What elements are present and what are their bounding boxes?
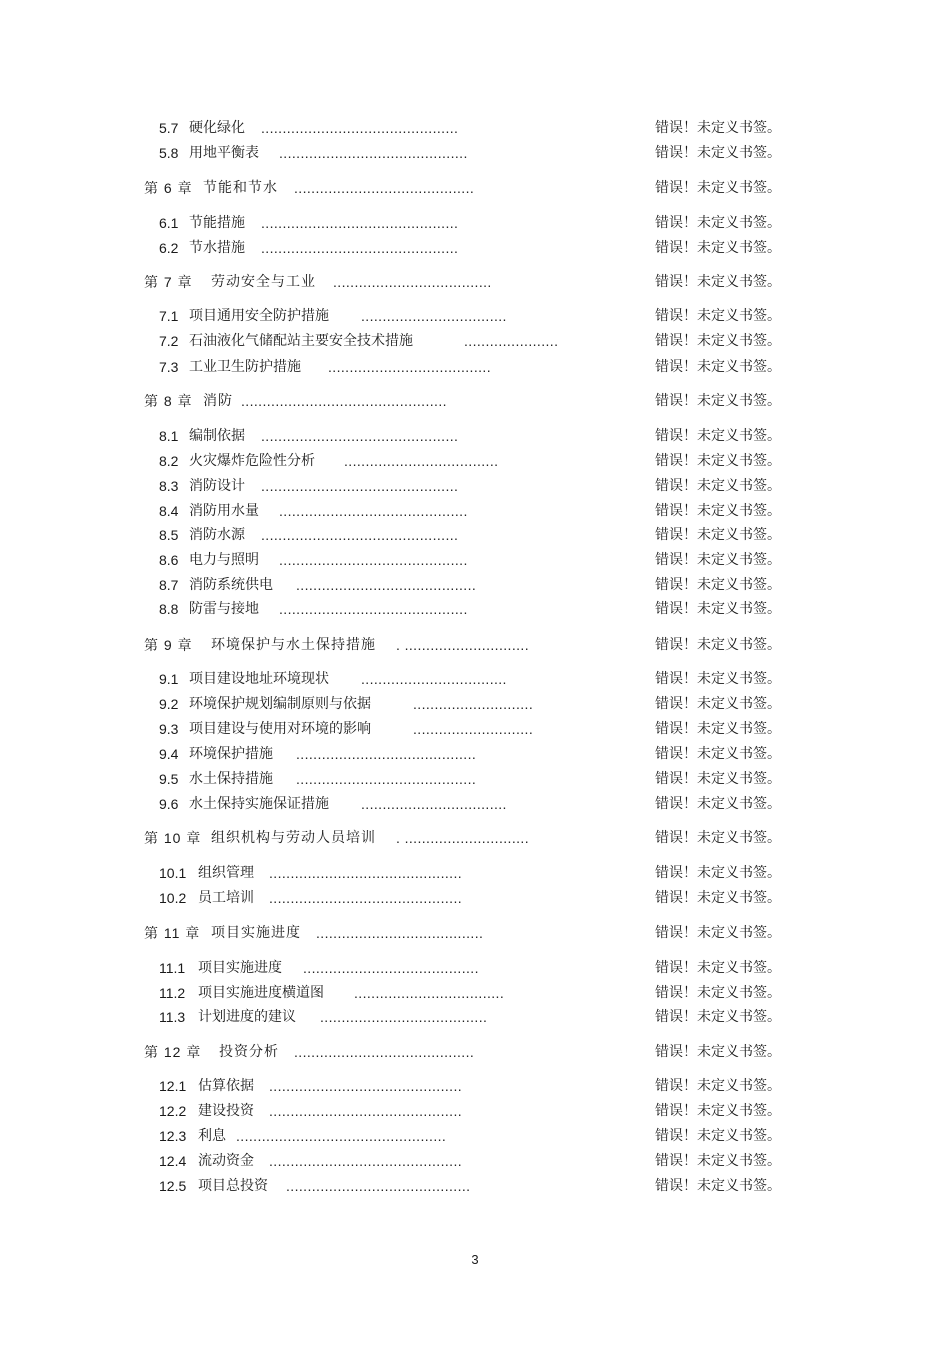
toc-leader-dots: ............................................. [269, 865, 463, 881]
toc-entry-number: 6.2 [159, 240, 179, 256]
toc-section-entry[interactable] [0, 356, 950, 378]
toc-entry-number: 12.2 [159, 1103, 187, 1119]
toc-section-entry[interactable] [0, 743, 950, 765]
toc-entry-title: 利息 [198, 1128, 226, 1144]
toc-entry-title: 防雷与接地 [189, 601, 259, 617]
toc-leader-dots: .................................. [361, 796, 507, 812]
toc-entry-title: 项目建设与使用对环境的影响 [189, 721, 371, 737]
toc-entry-title: 组织机构与劳动人员培训 [211, 830, 376, 846]
toc-entry-number: 第 12 章 [144, 1044, 202, 1060]
toc-section-entry[interactable] [0, 1006, 950, 1028]
toc-page-ref: 错误！未定义书签。 [655, 771, 781, 787]
toc-section-entry[interactable] [0, 862, 950, 884]
toc-section-entry[interactable] [0, 957, 950, 979]
toc-entry-number: 第 10 章 [144, 830, 202, 846]
toc-entry-title: 环境保护规划编制原则与依据 [189, 696, 371, 712]
toc-entry-title: 消防用水量 [189, 503, 259, 519]
toc-section-entry[interactable] [0, 142, 950, 164]
toc-page-ref: 错误！未定义书签。 [655, 1103, 781, 1119]
toc-entry-title: 环境保护与水土保持措施 [211, 637, 376, 653]
toc-page-ref: 错误！未定义书签。 [655, 637, 781, 653]
toc-page-ref: 错误！未定义书签。 [655, 985, 781, 1001]
toc-entry-title: 投资分析 [219, 1044, 279, 1060]
toc-page-ref: 错误！未定义书签。 [655, 696, 781, 712]
toc-page-ref: 错误！未定义书签。 [655, 865, 781, 881]
toc-page-ref: 错误！未定义书签。 [655, 925, 781, 941]
toc-page-ref: 错误！未定义书签。 [655, 1128, 781, 1144]
toc-section-entry[interactable] [0, 549, 950, 571]
toc-entry-title: 项目建设地址环境现状 [189, 671, 329, 687]
toc-entry-number: 11.3 [159, 1009, 186, 1025]
toc-leader-dots: ...................................... [328, 359, 492, 375]
toc-entry-title: 节能和节水 [203, 180, 278, 196]
toc-chapter-entry[interactable] [0, 177, 950, 199]
toc-entry-number: 12.4 [159, 1153, 187, 1169]
toc-entry-title: 水土保持实施保证措施 [189, 796, 329, 812]
toc-leader-dots: ............................................ [279, 503, 468, 519]
toc-entry-title: 项目总投资 [198, 1178, 268, 1194]
toc-leader-dots: ................................................. [236, 1128, 447, 1144]
toc-page-ref: 错误！未定义书签。 [655, 830, 781, 846]
toc-section-entry[interactable] [0, 768, 950, 790]
toc-chapter-entry[interactable] [0, 827, 950, 849]
toc-leader-dots: ......................................... [303, 960, 479, 976]
toc-entry-number: 11.1 [159, 960, 186, 976]
toc-leader-dots: ............................................ [279, 552, 468, 568]
toc-leader-dots: . ............................. [396, 830, 529, 846]
toc-leader-dots: ................................... [354, 985, 505, 1001]
toc-page-ref: 错误！未定义书签。 [655, 1009, 781, 1025]
toc-entry-number: 第 8 章 [144, 393, 193, 409]
toc-page-ref: 错误！未定义书签。 [655, 960, 781, 976]
toc-entry-number: 第 7 章 [144, 274, 193, 290]
toc-leader-dots: ....................................... [316, 925, 484, 941]
toc-section-entry[interactable] [0, 718, 950, 740]
toc-entry-number: 8.5 [159, 527, 179, 543]
toc-entry-title: 组织管理 [198, 865, 254, 881]
toc-entry-title: 工业卫生防护措施 [189, 359, 301, 375]
toc-entry-number: 9.6 [159, 796, 179, 812]
toc-leader-dots: ............................................. [269, 1153, 463, 1169]
toc-leader-dots: ............................................ [279, 601, 468, 617]
toc-leader-dots: .......................................... [294, 180, 475, 196]
toc-leader-dots: .......................................... [296, 771, 477, 787]
toc-section-entry[interactable] [0, 793, 950, 815]
toc-entry-number: 5.8 [159, 145, 179, 161]
toc-page-ref: 错误！未定义书签。 [655, 796, 781, 812]
toc-page-ref: 错误！未定义书签。 [655, 333, 781, 349]
toc-chapter-entry[interactable] [0, 1041, 950, 1063]
toc-section-entry[interactable] [0, 598, 950, 620]
toc-leader-dots: ........................................... [286, 1178, 471, 1194]
toc-entry-title: 消防系统供电 [189, 577, 273, 593]
toc-leader-dots: ............................................. [269, 1078, 463, 1094]
toc-page-ref: 错误！未定义书签。 [655, 890, 781, 906]
toc-entry-number: 8.8 [159, 601, 179, 617]
toc-entry-title: 流动资金 [198, 1153, 254, 1169]
toc-entry-title: 估算依据 [198, 1078, 254, 1094]
toc-page-ref: 错误！未定义书签。 [655, 215, 781, 231]
toc-leader-dots: .............................................. [261, 215, 459, 231]
toc-leader-dots: .................................. [361, 671, 507, 687]
toc-entry-number: 8.3 [159, 478, 179, 494]
toc-leader-dots: ................................................ [241, 393, 447, 409]
toc-section-entry[interactable] [0, 212, 950, 234]
toc-page-ref: 错误！未定义书签。 [655, 527, 781, 543]
toc-entry-title: 电力与照明 [189, 552, 259, 568]
toc-leader-dots: ............................ [413, 721, 534, 737]
toc-entry-number: 7.1 [159, 308, 179, 324]
toc-page-ref: 错误！未定义书签。 [655, 1044, 781, 1060]
toc-section-entry[interactable] [0, 475, 950, 497]
toc-page-ref: 错误！未定义书签。 [655, 746, 781, 762]
toc-leader-dots: .......................................... [296, 746, 477, 762]
toc-entry-title: 水土保持措施 [189, 771, 273, 787]
toc-leader-dots: . ............................. [396, 637, 529, 653]
toc-section-entry[interactable] [0, 425, 950, 447]
toc-entry-number: 6.1 [159, 215, 179, 231]
toc-page-ref: 错误！未定义书签。 [655, 393, 781, 409]
toc-entry-number: 第 11 章 [144, 925, 201, 941]
toc-entry-title: 项目实施进度 [198, 960, 282, 976]
toc-section-entry[interactable] [0, 574, 950, 596]
toc-entry-title: 消防设计 [189, 478, 245, 494]
toc-entry-title: 劳动安全与工业 [211, 274, 316, 290]
toc-entry-number: 第 6 章 [144, 180, 193, 196]
toc-section-entry[interactable] [0, 500, 950, 522]
toc-entry-number: 8.4 [159, 503, 179, 519]
toc-section-entry[interactable] [0, 1100, 950, 1122]
toc-leader-dots: .............................................. [261, 120, 459, 136]
toc-entry-number: 第 9 章 [144, 637, 193, 653]
toc-page-ref: 错误！未定义书签。 [655, 180, 781, 196]
toc-section-entry[interactable] [0, 1175, 950, 1197]
toc-entry-title: 硬化绿化 [189, 120, 245, 136]
toc-entry-title: 建设投资 [198, 1103, 254, 1119]
toc-entry-title: 环境保护措施 [189, 746, 273, 762]
toc-leader-dots: .......................................... [294, 1044, 475, 1060]
toc-leader-dots: ............................ [413, 696, 534, 712]
toc-section-entry[interactable] [0, 330, 950, 352]
toc-page-ref: 错误！未定义书签。 [655, 428, 781, 444]
toc-entry-number: 11.2 [159, 985, 186, 1001]
toc-page-ref: 错误！未定义书签。 [655, 1178, 781, 1194]
toc-page-ref: 错误！未定义书签。 [655, 145, 781, 161]
toc-entry-number: 12.5 [159, 1178, 187, 1194]
toc-leader-dots: .......................................... [296, 577, 477, 593]
toc-page-ref: 错误！未定义书签。 [655, 721, 781, 737]
toc-leader-dots: ....................................... [320, 1009, 488, 1025]
toc-entry-number: 9.2 [159, 696, 179, 712]
toc-entry-title: 编制依据 [189, 428, 245, 444]
toc-entry-number: 9.4 [159, 746, 179, 762]
toc-entry-title: 火灾爆炸危险性分析 [189, 453, 315, 469]
toc-page-ref: 错误！未定义书签。 [655, 308, 781, 324]
toc-entry-number: 5.7 [159, 120, 179, 136]
toc-leader-dots: .............................................. [261, 478, 459, 494]
toc-leader-dots: .............................................. [261, 428, 459, 444]
toc-entry-number: 10.2 [159, 890, 187, 906]
toc-entry-number: 10.1 [159, 865, 187, 881]
toc-page-ref: 错误！未定义书签。 [655, 120, 781, 136]
toc-section-entry[interactable] [0, 524, 950, 546]
toc-entry-number: 12.3 [159, 1128, 187, 1144]
toc-entry-title: 计划进度的建议 [198, 1009, 296, 1025]
toc-page-ref: 错误！未定义书签。 [655, 359, 781, 375]
toc-entry-number: 7.3 [159, 359, 179, 375]
toc-page-ref: 错误！未定义书签。 [655, 453, 781, 469]
toc-page-ref: 错误！未定义书签。 [655, 671, 781, 687]
toc-entry-title: 项目通用安全防护措施 [189, 308, 329, 324]
toc-entry-title: 员工培训 [198, 890, 254, 906]
toc-chapter-entry[interactable] [0, 634, 950, 656]
toc-entry-number: 8.7 [159, 577, 179, 593]
toc-entry-title: 消防水源 [189, 527, 245, 543]
page-number: 3 [471, 1252, 479, 1267]
toc-entry-title: 石油液化气储配站主要安全技术措施 [189, 333, 413, 349]
toc-entry-number: 8.6 [159, 552, 179, 568]
toc-page-ref: 错误！未定义书签。 [655, 601, 781, 617]
toc-leader-dots: ..................................... [333, 274, 492, 290]
toc-chapter-entry[interactable] [0, 390, 950, 412]
toc-entry-title: 节水措施 [189, 240, 245, 256]
toc-page-ref: 错误！未定义书签。 [655, 274, 781, 290]
toc-page-ref: 错误！未定义书签。 [655, 1078, 781, 1094]
toc-leader-dots: ............................................. [269, 890, 463, 906]
toc-section-entry[interactable] [0, 237, 950, 259]
toc-entry-number: 9.1 [159, 671, 179, 687]
toc-entry-title: 项目实施进度横道图 [198, 985, 324, 1001]
toc-entry-number: 9.3 [159, 721, 179, 737]
toc-entry-number: 9.5 [159, 771, 179, 787]
toc-entry-title: 项目实施进度 [211, 925, 301, 941]
toc-leader-dots: .................................. [361, 308, 507, 324]
toc-entry-number: 12.1 [159, 1078, 187, 1094]
toc-section-entry[interactable] [0, 117, 950, 139]
toc-section-entry[interactable] [0, 305, 950, 327]
toc-section-entry[interactable] [0, 887, 950, 909]
toc-section-entry[interactable] [0, 668, 950, 690]
toc-chapter-entry[interactable] [0, 922, 950, 944]
toc-entry-title: 用地平衡表 [189, 145, 259, 161]
toc-entry-number: 8.1 [159, 428, 179, 444]
toc-page-ref: 错误！未定义书签。 [655, 1153, 781, 1169]
toc-section-entry[interactable] [0, 1150, 950, 1172]
toc-leader-dots: .............................................. [261, 527, 459, 543]
toc-entry-number: 8.2 [159, 453, 179, 469]
toc-section-entry[interactable] [0, 982, 950, 1004]
toc-leader-dots: ............................................. [269, 1103, 463, 1119]
toc-section-entry[interactable] [0, 1125, 950, 1147]
toc-entry-title: 消防 [203, 393, 233, 409]
toc-chapter-entry[interactable] [0, 271, 950, 293]
toc-section-entry[interactable] [0, 1075, 950, 1097]
toc-page-ref: 错误！未定义书签。 [655, 503, 781, 519]
toc-leader-dots: .................................... [344, 453, 499, 469]
toc-leader-dots: .............................................. [261, 240, 459, 256]
toc-entry-number: 7.2 [159, 333, 179, 349]
toc-entry-title: 节能措施 [189, 215, 245, 231]
toc-leader-dots: ...................... [464, 333, 559, 349]
toc-section-entry[interactable] [0, 450, 950, 472]
toc-leader-dots: ............................................ [279, 145, 468, 161]
toc-page-ref: 错误！未定义书签。 [655, 577, 781, 593]
toc-page-ref: 错误！未定义书签。 [655, 552, 781, 568]
toc-page-ref: 错误！未定义书签。 [655, 478, 781, 494]
toc-page-ref: 错误！未定义书签。 [655, 240, 781, 256]
toc-section-entry[interactable] [0, 693, 950, 715]
